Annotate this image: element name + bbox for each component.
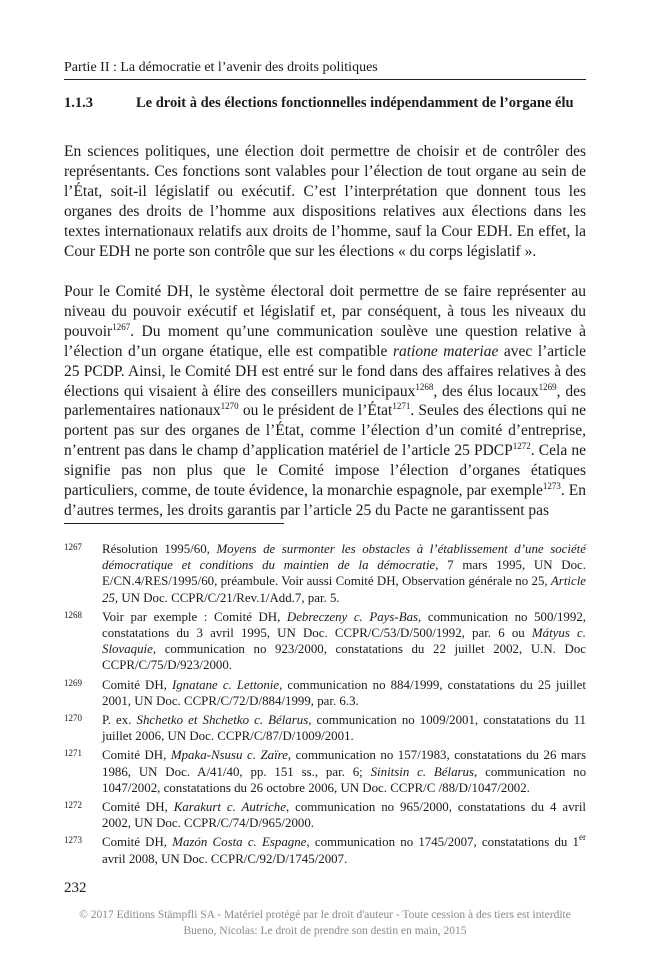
page-number: 232	[64, 880, 87, 896]
footnote-text: UN Doc. CCPR/C/21/Rev.1/Add.7, par. 5.	[118, 590, 340, 605]
footnote-italic: Ignatane c. Lettonie	[171, 677, 280, 692]
ordinal-superscript: er	[579, 832, 587, 843]
footnote-text: , communication no 1009/2001, constatations du 11 juillet 2006, UN Doc. CCPR/C/87/D/1009/2001.	[102, 713, 587, 744]
footnote-1270	[64, 712, 586, 744]
footnote-number: 1269	[64, 677, 82, 688]
footnote-ref-1273[interactable]: 1273	[542, 481, 561, 492]
footnote-ref-1270[interactable]: 1270	[220, 401, 239, 412]
footnote-text: Comité DH,	[102, 800, 174, 815]
footnote-text: , communication no 1047/2002, constatations du 26 octobre 2006, UN Doc. CCPR/C /88/D/1047/2002.	[102, 764, 587, 795]
section-heading	[64, 94, 586, 112]
footnote-1273	[64, 834, 586, 866]
paragraph-1: En sciences politiques, une élection doit permettre de choisir et de contrôler des représentants. Ces fonctions sont valables pour l’élection de tout organe au sein de l’État, soit-il législatif ou exécutif. C’est l’interprétation que donnent tous les organes des droits de l’homme aux dispositions relatives aux élections dans les textes internationaux relatifs aux droits de l’homme, sauf la Cour EDH. En effet, la Cour EDH ne porte son contrôle que sur les élections « du corps législatif ».	[64, 143, 586, 260]
footnote-ref-1268[interactable]: 1268	[415, 381, 434, 392]
footnote-text: Voir par exemple : Comité DH,	[102, 609, 287, 624]
copyright-notice: © 2017 Editions Stämpfli SA - Matériel protégé par le droit d'auteur - Toute cession à des tiers est interdite	[79, 909, 571, 921]
footnote-text: Comité DH,	[102, 748, 171, 763]
p2-text: . Seules des élections qui ne portent pas sur des organes de l’État, comme l’élection d’un comité d’entreprise, n’entrent pas dans le champ d’application matériel de l’article 25 PDCP	[64, 402, 587, 460]
p2-text: ou le président de l’État	[238, 402, 393, 420]
p2-text: , des parlementaires nationaux	[64, 382, 586, 420]
footnote-number: 1272	[64, 800, 82, 811]
footnote-ref-1267[interactable]: 1267	[112, 321, 131, 332]
footnote-italic: Shchetko et Shchetko c. Bélarus	[136, 713, 309, 728]
section-number: 1.1.3	[64, 95, 93, 111]
footnote-text: avril 2008, UN Doc. CCPR/C/92/D/1745/2007.	[102, 851, 348, 866]
footnote-italic: Karakurt c. Autriche	[173, 800, 286, 815]
footnote-text: , communication no 965/2000, constatations du 4 avril 2002, UN Doc. CCPR/C/74/D/965/2000.	[102, 800, 586, 831]
footnote-italic: Mazón Costa c. Espagne	[172, 835, 307, 850]
footnote-text: , 7 mars 1995, UN Doc. E/CN.4/RES/1995/60, préambule. Voir aussi Comité DH, Observation générale no 25,	[102, 558, 586, 589]
footnote-text: Comité DH,	[102, 677, 172, 692]
footnote-1267	[64, 541, 586, 606]
footnote-separator	[64, 523, 284, 524]
footnote-1272	[64, 799, 586, 831]
p2-text: , des élus locaux	[433, 382, 539, 400]
footnote-1269	[64, 677, 586, 709]
running-header: Partie II : La démocratie et l’avenir des droits politiques	[64, 60, 586, 80]
footnote-ref-1272[interactable]: 1272	[512, 441, 531, 452]
p2-text: . Du moment qu’une communication soulève une question relative à l’élection d’un organe étatique, elle est compatible	[64, 322, 586, 360]
footnote-text: P. ex.	[102, 713, 137, 728]
footnote-ref-1269[interactable]: 1269	[538, 381, 557, 392]
p2-text: avec l’article 25 PCDP. Ainsi, le Comité DH est entré sur le fond dans des affaires relatives à des élections qui visaient à élire des conseillers municipaux	[64, 342, 587, 400]
footnote-text: Résolution 1995/60,	[102, 542, 217, 556]
footnotes	[64, 541, 586, 870]
footnote-italic: Debreczeny c. Pays-Bas	[286, 609, 419, 624]
footnote-number: 1267	[64, 542, 82, 552]
footnote-text: , communication no 500/1992, constatations du 3 avril 1995, UN Doc. CCPR/C/53/D/500/1992, par. 6 ou	[102, 609, 586, 641]
p2-text: Pour le Comité DH, le système électoral doit permettre de se faire représenter au niveau du pouvoir exécutif et législatif et, par conséquent, à tous les niveaux du pouvoir	[64, 283, 586, 340]
section-title: Le droit à des élections fonctionnelles indépendamment de l’organe élu	[136, 95, 574, 111]
p2-text: . En d’autres termes, les droits garantis par l’article 25 du Pacte ne garantissent pas	[64, 482, 587, 519]
footnote-italic: Sinitsin c. Bélarus	[370, 764, 475, 779]
footnote-text: , communication no 157/1983, constatations du 26 mars 1986, UN Doc. A/41/40, pp. 151 ss., par. 6;	[102, 748, 586, 779]
footnote-italic: Mátyus c. Slovaquie	[102, 626, 586, 657]
license-holder: Bueno, Nicolas: Le droit de prendre son destin en main, 2015	[183, 925, 467, 937]
footnote-number: 1271	[64, 748, 82, 759]
footnote-text: Comité DH,	[102, 835, 173, 850]
footnote-1271	[64, 747, 586, 796]
footnote-italic: Article 25,	[102, 574, 586, 605]
footnote-1268	[64, 609, 586, 674]
footnote-number: 1268	[64, 609, 82, 620]
footnote-number: 1273	[64, 835, 82, 846]
footnote-ref-1271[interactable]: 1271	[392, 401, 411, 412]
footnote-italic: Mpaka-Nsusu c. Zaïre	[170, 748, 288, 763]
p2-italic-ratione-materiae: ratione materiae	[392, 342, 499, 360]
paragraph-2	[64, 282, 586, 521]
footnote-number: 1270	[64, 713, 82, 724]
footnote-text: , communication no 884/1999, constatations du 25 juillet 2001, UN Doc. CCPR/C/72/D/884/1999, par. 6.3.	[102, 677, 586, 708]
footnote-text: , communication no 1745/2007, constatations du 1	[306, 835, 580, 850]
p2-text: . Cela ne signifie pas non plus que le Comité impose l’élection d’organes étatiques particuliers, comme, de toute évidence, la monarchie espagnole, par exemple	[64, 442, 586, 500]
footnote-text: , communication no 923/2000, constatations du 22 juillet 2002, U.N. Doc CCPR/C/75/D/923/2000.	[102, 642, 586, 673]
footnote-italic: Moyens de surmonter les obstacles à l’établissement d’une société démocratique et conditions du maintien de la démocratie	[102, 542, 586, 573]
